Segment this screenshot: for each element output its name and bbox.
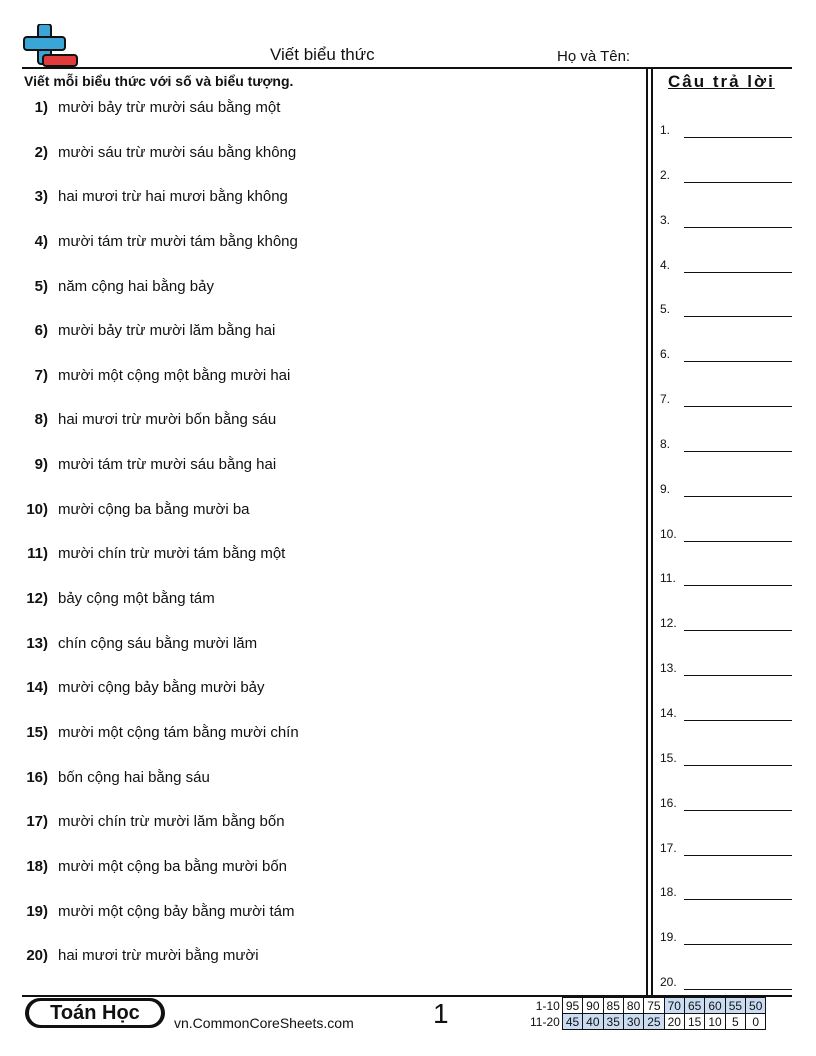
problem-number: 4) [34,232,48,250]
score-row-label: 1-10 [535,998,560,1013]
problem-item [22,679,642,724]
problem-number: 9) [34,456,48,474]
answers-header: Câu trả lời [668,72,775,91]
answer-number: 11. [660,571,676,586]
score-cell: 45 [562,1014,582,1030]
problem-text: mười chín trừ mười tám bằng một [58,545,286,563]
problem-number: 18) [26,857,48,875]
answer-item [660,885,795,930]
answer-number: 9. [660,481,671,496]
answer-blank[interactable] [684,137,792,138]
answer-item [660,661,795,706]
score-cell: 75 [644,998,664,1014]
site-url: vn.CommonCoreSheets.com [174,1015,354,1031]
answer-blank[interactable] [684,182,792,183]
instructions: Viết mỗi biểu thức với số và biểu tượng. [24,73,294,89]
score-cell: 10 [705,1014,725,1030]
problem-number: 16) [26,768,48,786]
answer-blank[interactable] [684,585,792,586]
problem-item [22,278,642,323]
score-table [527,997,766,1030]
answer-list [660,123,795,1020]
problem-text: mười bảy trừ mười sáu bằng một [58,99,281,116]
problem-text: mười chín trừ mười lăm bằng bốn [58,813,285,831]
problem-number: 14) [26,679,48,697]
problem-list [22,99,642,992]
answer-item [660,123,795,168]
answer-number: 12. [660,616,677,631]
answer-blank[interactable] [684,406,792,407]
problem-item [22,858,642,903]
answer-item [660,796,795,841]
problem-item [22,188,642,233]
problem-text: mười một cộng bảy bằng mười tám [58,902,295,920]
score-cell: 55 [725,998,745,1014]
problem-item [22,947,642,992]
problem-number: 15) [26,723,48,741]
answer-blank[interactable] [684,989,792,990]
answer-blank[interactable] [684,316,792,317]
answer-item [660,706,795,751]
score-cell: 20 [664,1014,684,1030]
problem-number: 12) [26,590,48,608]
problem-number: 1) [34,99,48,116]
answer-item [660,930,795,975]
answer-blank[interactable] [684,272,792,273]
problem-number: 10) [26,500,48,518]
answer-item [660,213,795,258]
answer-number: 13. [660,661,677,676]
problem-item [22,501,642,546]
answer-number: 14. [660,705,677,720]
problem-item [22,456,642,501]
score-cell: 65 [684,998,704,1014]
score-cell: 70 [664,998,684,1014]
problem-item [22,367,642,412]
problem-item [22,813,642,858]
problem-number: 19) [26,902,48,920]
answer-number: 2. [660,167,671,182]
column-divider [651,67,653,996]
problem-text: hai mươi trừ mười bằng mười [58,947,259,965]
answer-number: 8. [660,436,671,451]
problem-text: mười một cộng ba bằng mười bốn [58,857,288,875]
brand-label: Toán Học [29,1001,161,1025]
problem-number: 8) [34,411,48,429]
answer-number: 18. [660,885,677,900]
answer-item [660,347,795,392]
problem-item [22,903,642,948]
problem-number: 6) [34,322,48,340]
score-cell: 90 [583,998,603,1014]
problem-number: 17) [26,813,48,831]
answer-number: 20. [660,975,677,990]
answer-number: 16. [660,795,677,810]
answer-number: 6. [660,347,671,362]
score-cell: 35 [603,1014,623,1030]
problem-number: 2) [34,143,48,161]
answer-blank[interactable] [684,227,792,228]
answer-item [660,482,795,527]
problem-item [22,322,642,367]
answer-item [660,751,795,796]
problem-text: năm cộng hai bằng bảy [58,277,214,295]
problem-text: bảy cộng một bằng tám [58,590,215,608]
worksheet-title: Viết biểu thức [270,45,375,64]
problem-text: chín cộng sáu bằng mười lăm [58,634,258,652]
score-cell: 30 [623,1014,643,1030]
problem-number: 20) [26,947,48,965]
answer-blank[interactable] [684,451,792,452]
problem-text: mười một cộng một bằng mười hai [58,366,291,384]
score-cell: 95 [562,998,582,1014]
plus-minus-logo-icon [23,24,79,68]
brand-badge [25,998,165,1028]
problem-item [22,144,642,189]
answer-blank[interactable] [684,810,792,811]
answer-number: 15. [660,750,677,765]
problem-item [22,233,642,278]
problem-number: 13) [26,634,48,652]
problem-text: mười cộng ba bằng mười ba [58,500,250,518]
answer-number: 4. [660,257,671,272]
answer-item [660,616,795,661]
name-field-label: Họ và Tên: [557,48,631,65]
problem-item [22,724,642,769]
score-cell: 5 [725,1014,745,1030]
column-divider [646,67,648,996]
page-number: 1 [433,998,449,1029]
problem-text: mười cộng bảy bằng mười bảy [58,679,265,697]
problem-item [22,411,642,456]
answer-blank[interactable] [684,899,792,900]
problem-text: hai mươi trừ hai mươi bằng không [58,188,288,206]
answer-item [660,841,795,886]
problem-text: mười tám trừ mười tám bằng không [58,232,298,250]
answer-number: 5. [660,302,671,317]
answer-number: 7. [660,392,671,407]
score-row [527,1014,766,1030]
problem-number: 7) [34,366,48,384]
answer-blank[interactable] [684,944,792,945]
score-row [527,998,766,1014]
answer-blank[interactable] [684,675,792,676]
problem-item [22,635,642,680]
score-cell: 25 [644,1014,664,1030]
score-cell: 0 [746,1014,766,1030]
answer-number: 10. [660,526,677,541]
problem-text: mười sáu trừ mười sáu bằng không [58,143,297,161]
score-cell: 50 [746,998,766,1014]
answer-blank[interactable] [684,630,792,631]
header-divider [22,67,792,69]
problem-number: 5) [34,277,48,295]
problem-item [22,545,642,590]
problem-text: mười một cộng tám bằng mười chín [58,723,299,741]
answer-blank[interactable] [684,765,792,766]
answer-blank[interactable] [684,855,792,856]
answer-number: 1. [660,123,671,137]
answer-item [660,168,795,213]
answer-number: 17. [660,840,677,855]
answer-number: 19. [660,930,677,945]
answer-item [660,392,795,437]
problem-text: mười bảy trừ mười lăm bằng hai [58,322,276,340]
problem-item [22,99,642,144]
score-cell: 80 [623,998,643,1014]
answer-item [660,258,795,303]
problem-number: 3) [34,188,48,206]
problem-text: bốn cộng hai bằng sáu [58,768,210,786]
answer-blank[interactable] [684,541,792,542]
score-row-label: 11-20 [530,1014,560,1029]
answer-item [660,437,795,482]
score-cell: 40 [583,1014,603,1030]
score-cell: 60 [705,998,725,1014]
problem-number: 11) [27,545,48,563]
answer-blank[interactable] [684,496,792,497]
score-cell: 15 [684,1014,704,1030]
answer-item [660,571,795,616]
answer-blank[interactable] [684,720,792,721]
problem-text: mười tám trừ mười sáu bằng hai [58,456,277,474]
answer-number: 3. [660,212,671,227]
problem-item [22,590,642,635]
problem-item [22,769,642,814]
problem-text: hai mươi trừ mười bốn bằng sáu [58,411,277,429]
answer-item [660,302,795,347]
score-cell: 85 [603,998,623,1014]
answer-item [660,527,795,572]
answer-blank[interactable] [684,361,792,362]
